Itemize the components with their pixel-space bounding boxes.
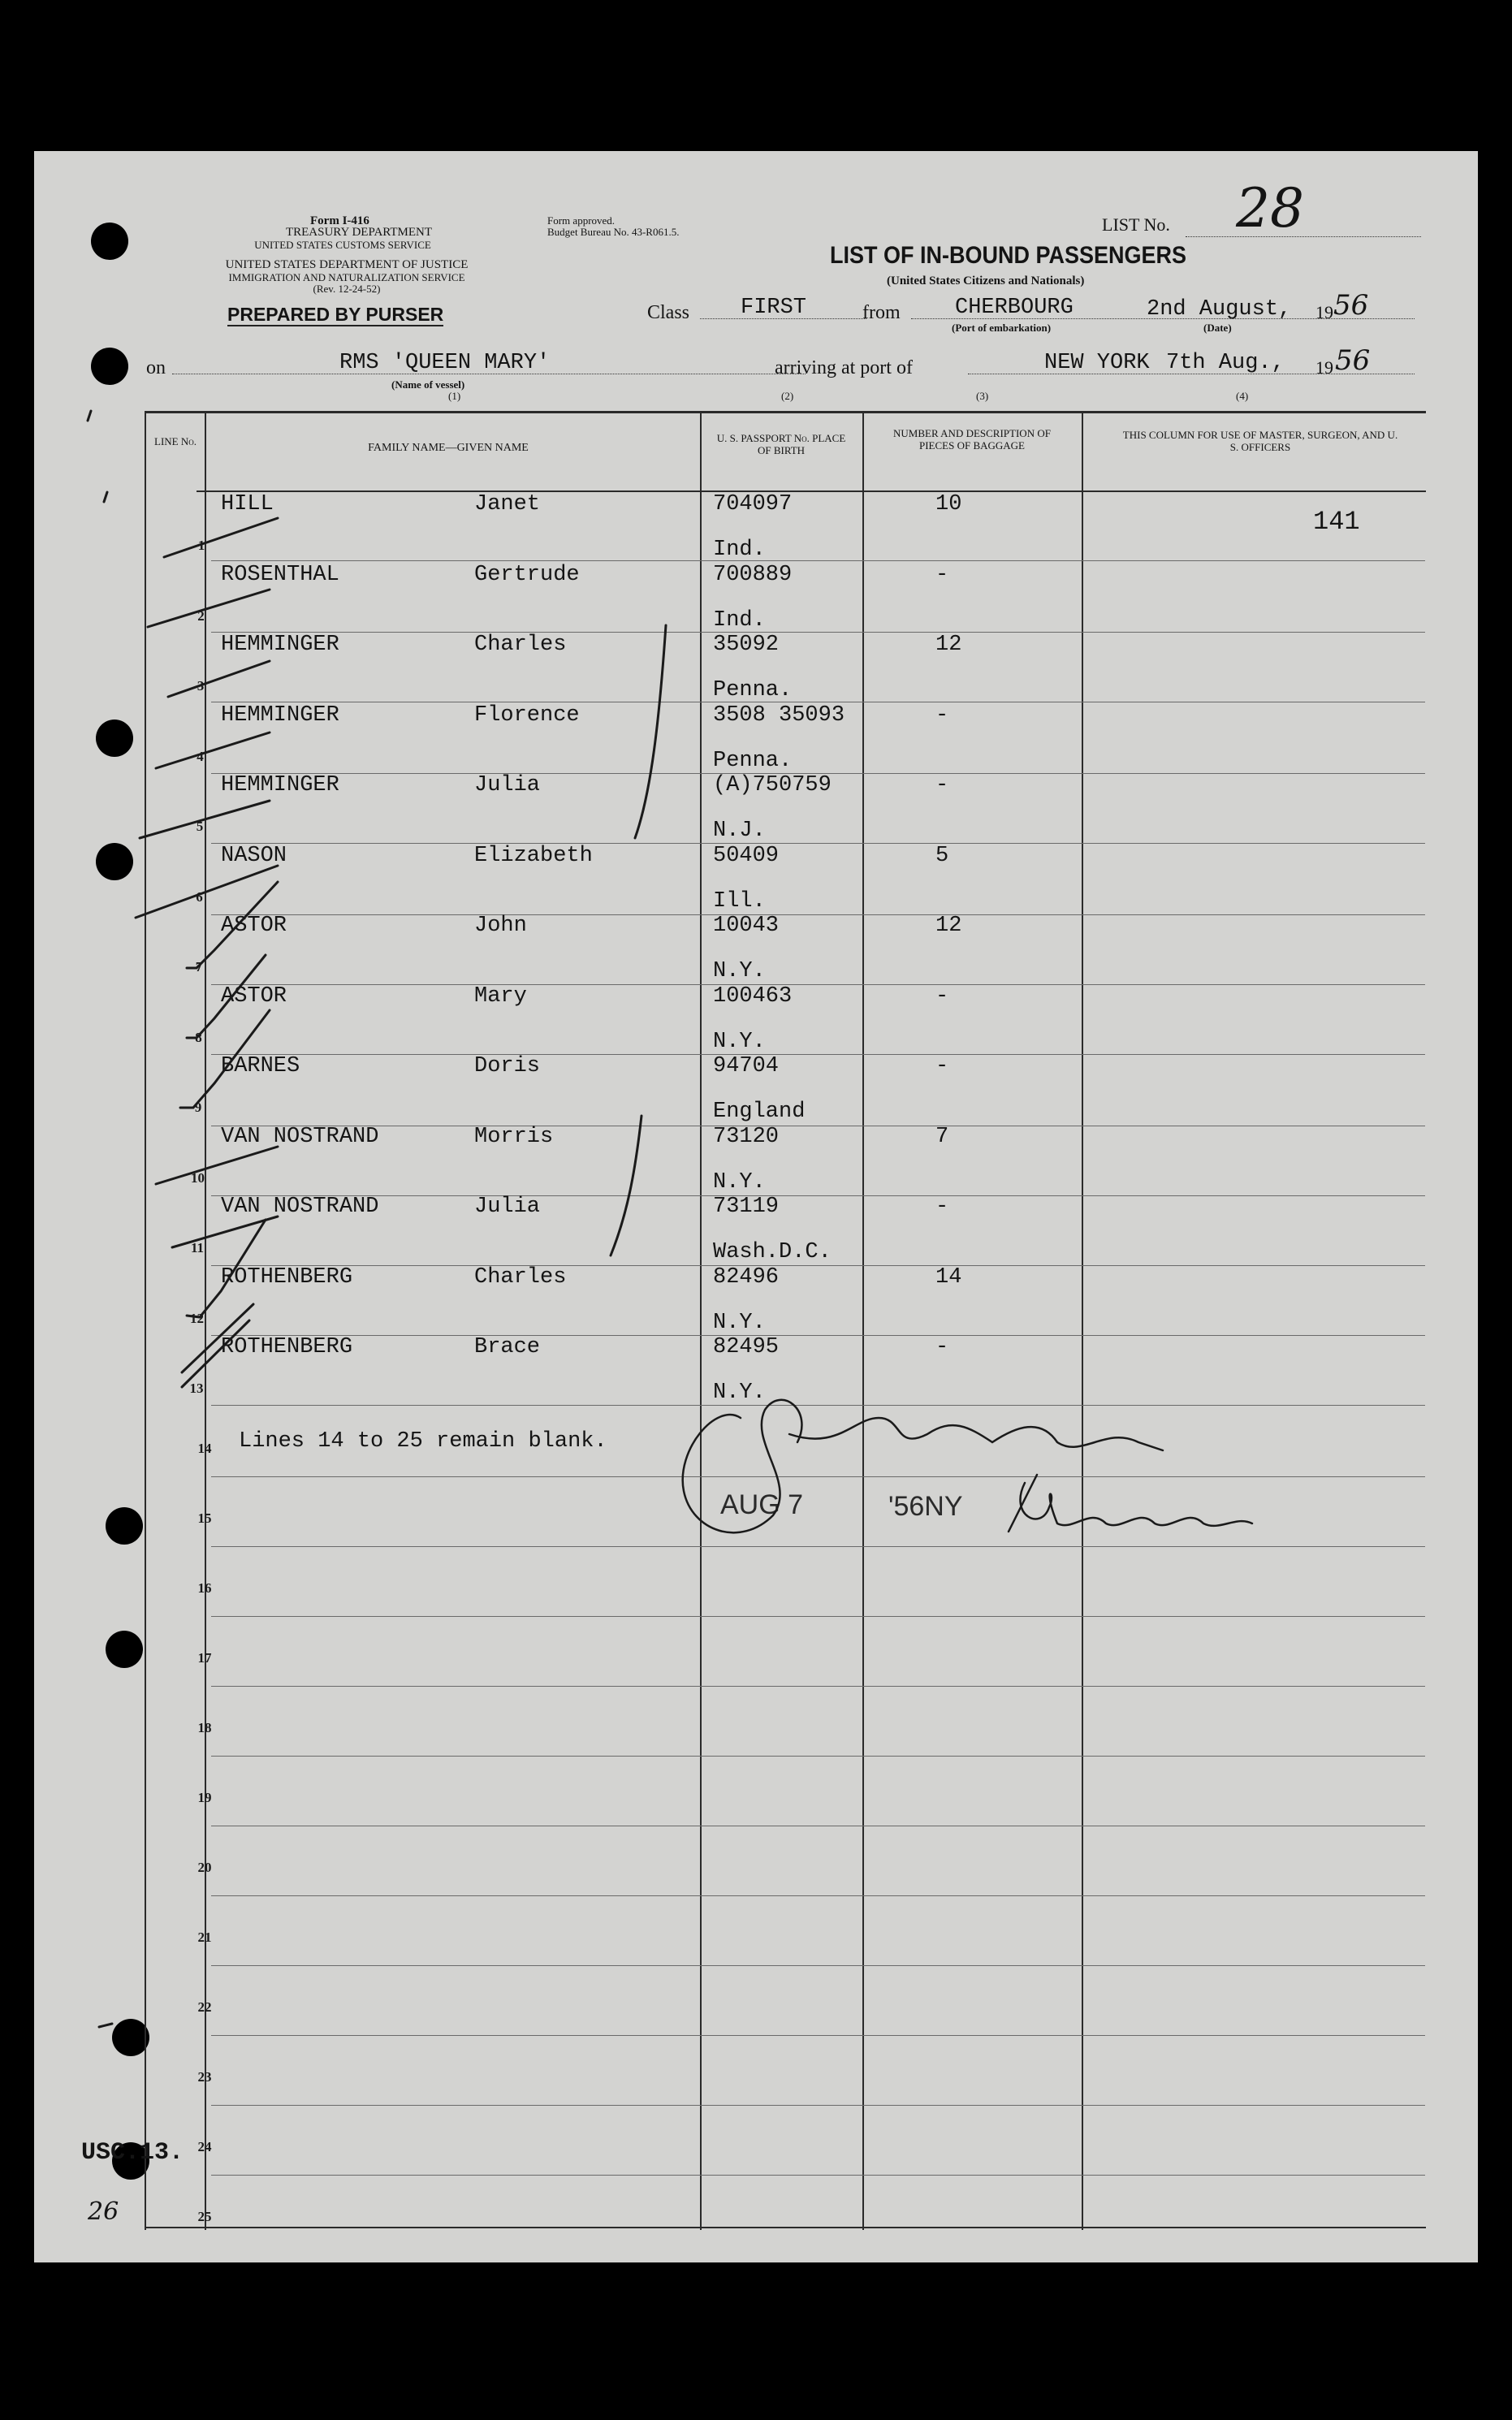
- baggage-count: 7: [935, 1124, 949, 1149]
- col-header-officers: THIS COLUMN FOR USE OF MASTER, SURGEON, AND U. S. OFFICERS: [1122, 429, 1398, 453]
- given-name: Charles: [474, 633, 567, 657]
- family-name: BARNES: [221, 1054, 300, 1078]
- signature: [683, 1400, 1163, 1532]
- page-title: LIST OF IN-BOUND PASSENGERS: [830, 242, 1187, 269]
- baggage-count: 12: [935, 633, 962, 657]
- given-name: Brace: [474, 1335, 541, 1359]
- margin-mark: [99, 2024, 112, 2027]
- passport-number: 704097: [713, 492, 793, 516]
- place-of-birth: N.Y.: [713, 1169, 766, 1195]
- col-num-4: (4): [1236, 390, 1249, 402]
- line-number: 21: [197, 1930, 212, 1945]
- on-label: on: [146, 357, 166, 378]
- family-name: NASON: [221, 843, 287, 868]
- list-no-label: LIST No.: [1102, 214, 1170, 235]
- line-number: 14: [197, 1441, 212, 1456]
- given-name: Mary: [474, 983, 527, 1009]
- place-of-birth: Ind.: [713, 538, 766, 562]
- passport-number: 700889: [713, 562, 793, 587]
- inspector-signature: [1009, 1475, 1037, 1532]
- blank-lines-note: Lines 14 to 25 remain blank.: [239, 1429, 607, 1454]
- arrival-date: 7th Aug.,: [1166, 351, 1285, 375]
- prepared-by: PREPARED BY PURSER: [227, 304, 444, 325]
- given-name: Morris: [474, 1124, 554, 1149]
- line-number: 13: [189, 1381, 204, 1396]
- list-no-value: 28: [1236, 177, 1304, 240]
- line-number: 1: [197, 538, 205, 553]
- passport-number: 82496: [713, 1264, 780, 1290]
- passport-number: 94704: [713, 1054, 780, 1078]
- line-number: 3: [197, 678, 205, 694]
- port-embarkation: CHERBOURG: [955, 296, 1074, 320]
- customs-service: UNITED STATES CUSTOMS SERVICE: [254, 239, 431, 251]
- arrival-year-prefix: 19: [1315, 357, 1333, 378]
- line-number: 20: [197, 1860, 212, 1875]
- budget-bureau: Budget Bureau No. 43-R061.5.: [547, 226, 680, 238]
- arrival-stamp-year: '56NY: [888, 1491, 963, 1522]
- date-caption: (Date): [1203, 322, 1232, 334]
- family-name: HEMMINGER: [221, 773, 339, 797]
- family-name: ASTOR: [221, 914, 287, 938]
- given-name: Doris: [474, 1054, 541, 1078]
- bracket-line: [635, 625, 666, 838]
- given-name: Elizabeth: [474, 843, 593, 868]
- check-mark: [148, 590, 270, 627]
- arrival-year: 56: [1335, 344, 1371, 377]
- line-number: 24: [197, 2139, 212, 2154]
- departure-year: 56: [1333, 289, 1369, 322]
- port-caption: (Port of embarkation): [952, 322, 1052, 334]
- line-number: 17: [197, 1650, 212, 1666]
- form-number: Form I-416: [310, 214, 369, 227]
- check-mark: [156, 1147, 278, 1184]
- class-value: FIRST: [741, 296, 807, 320]
- given-name: John: [474, 914, 527, 938]
- col-header-line: LINE No.: [154, 435, 197, 447]
- baggage-count: -: [935, 773, 949, 797]
- class-label: Class: [647, 302, 690, 323]
- given-name: Julia: [474, 773, 541, 797]
- baggage-count: -: [935, 1054, 949, 1078]
- line-number: 7: [195, 959, 203, 974]
- baggage-count: -: [935, 702, 949, 728]
- vessel-name: RMS 'QUEEN MARY': [339, 351, 551, 375]
- line-number: 6: [196, 888, 203, 905]
- place-of-birth: England: [713, 1100, 806, 1124]
- baggage-count: 10: [935, 492, 962, 516]
- line-number: 5: [196, 819, 204, 834]
- place-of-birth: N.Y.: [713, 959, 766, 983]
- line-number: 19: [197, 1790, 212, 1805]
- page-subtitle: (United States Citizens and Nationals): [887, 274, 1085, 287]
- place-of-birth: N.J.: [713, 819, 766, 843]
- baggage-count: -: [935, 983, 949, 1009]
- place-of-birth: Ind.: [713, 607, 766, 633]
- line-number: 23: [197, 2069, 212, 2085]
- family-name: HEMMINGER: [221, 633, 339, 657]
- officer-remark: 141: [1313, 507, 1360, 537]
- line-number: 2: [197, 607, 205, 624]
- departure-year-prefix: 19: [1315, 302, 1333, 322]
- vessel-caption: (Name of vessel): [391, 378, 465, 391]
- check-mark: [187, 1220, 266, 1317]
- baggage-count: 14: [935, 1264, 962, 1290]
- baggage-count: 5: [935, 843, 949, 868]
- line-number: 16: [197, 1580, 212, 1596]
- passport-number: 73120: [713, 1124, 780, 1149]
- family-name: ROSENTHAL: [221, 562, 339, 587]
- line-number: 25: [197, 2209, 212, 2224]
- check-mark: [182, 1320, 249, 1387]
- passport-number: 50409: [713, 843, 780, 868]
- line-number: 15: [197, 1510, 212, 1526]
- family-name: ROTHENBERG: [221, 1335, 353, 1359]
- place-of-birth: N.Y.: [713, 1029, 766, 1054]
- family-name: HILL: [221, 492, 274, 516]
- immigration-service: IMMIGRATION AND NATURALIZATION SERVICE: [228, 271, 465, 283]
- line-number: 9: [194, 1100, 202, 1115]
- document-sheet: [34, 151, 1478, 2262]
- passport-number: 82495: [713, 1335, 780, 1359]
- family-name: ASTOR: [221, 983, 287, 1009]
- check-mark: [172, 1216, 278, 1247]
- line-number: 18: [197, 1720, 212, 1735]
- check-mark: [164, 518, 278, 557]
- justice-dept: UNITED STATES DEPARTMENT OF JUSTICE: [225, 258, 469, 271]
- revision: (Rev. 12-24-52): [313, 283, 381, 295]
- place-of-birth: N.Y.: [713, 1310, 766, 1335]
- col-header-baggage: NUMBER AND DESCRIPTION OF PIECES OF BAGGAGE: [893, 427, 1051, 452]
- given-name: Gertrude: [474, 562, 580, 587]
- margin-mark: [88, 411, 91, 421]
- handwriting-overlay: [34, 151, 1478, 2262]
- family-name: VAN NOSTRAND: [221, 1195, 379, 1219]
- bracket-line: [611, 1116, 642, 1255]
- place-of-birth: Wash.D.C.: [713, 1240, 832, 1264]
- passport-number: 35092: [713, 633, 780, 657]
- departure-date: 2nd August,: [1147, 297, 1292, 322]
- check-mark: [136, 866, 278, 918]
- check-mark: [168, 661, 270, 697]
- col-header-passport: U. S. PASSPORT No. PLACE OF BIRTH: [716, 432, 846, 456]
- given-name: Charles: [474, 1264, 567, 1290]
- passport-number: 73119: [713, 1195, 780, 1219]
- check-mark: [140, 801, 270, 838]
- inspector-signature: [1020, 1483, 1252, 1526]
- passport-number: 10043: [713, 914, 780, 938]
- line-number: 12: [190, 1310, 204, 1326]
- place-of-birth: Penna.: [713, 748, 793, 773]
- baggage-count: -: [935, 1335, 949, 1359]
- place-of-birth: N.Y.: [713, 1381, 766, 1405]
- from-label: from: [862, 302, 901, 323]
- baggage-count: 12: [935, 914, 962, 938]
- line-number: 4: [197, 748, 204, 764]
- arrival-port: NEW YORK: [1044, 351, 1150, 375]
- arriving-label: arriving at port of: [775, 357, 913, 378]
- margin-code: USC.13.: [81, 2139, 184, 2167]
- margin-number: 26: [88, 2197, 119, 2226]
- family-name: ROTHENBERG: [221, 1264, 353, 1290]
- given-name: Florence: [474, 702, 580, 728]
- family-name: VAN NOSTRAND: [221, 1124, 379, 1149]
- given-name: Janet: [474, 492, 541, 516]
- baggage-count: -: [935, 1195, 949, 1219]
- check-mark: [180, 1010, 270, 1108]
- place-of-birth: Penna.: [713, 678, 793, 702]
- line-number: 10: [191, 1169, 205, 1186]
- col-num-3: (3): [976, 390, 989, 402]
- baggage-count: -: [935, 562, 949, 587]
- line-number: 11: [190, 1240, 205, 1255]
- line-number: 8: [195, 1029, 202, 1045]
- arrival-stamp-date: AUG 7: [720, 1489, 804, 1520]
- col-num-1: (1): [448, 390, 461, 402]
- margin-mark: [104, 492, 107, 502]
- passport-number: 100463: [713, 983, 793, 1009]
- form-approved: Form approved.: [547, 214, 616, 227]
- col-header-name: FAMILY NAME—GIVEN NAME: [368, 442, 529, 454]
- check-mark: [182, 1304, 253, 1372]
- treasury-dept: TREASURY DEPARTMENT: [285, 226, 433, 239]
- col-num-2: (2): [781, 390, 794, 402]
- place-of-birth: Ill.: [713, 888, 766, 914]
- passport-number: (A)750759: [713, 773, 832, 797]
- passport-number: 3508 35093: [713, 702, 845, 728]
- family-name: HEMMINGER: [221, 702, 339, 728]
- line-number: 22: [197, 1999, 212, 2015]
- check-mark: [156, 732, 270, 768]
- given-name: Julia: [474, 1195, 541, 1219]
